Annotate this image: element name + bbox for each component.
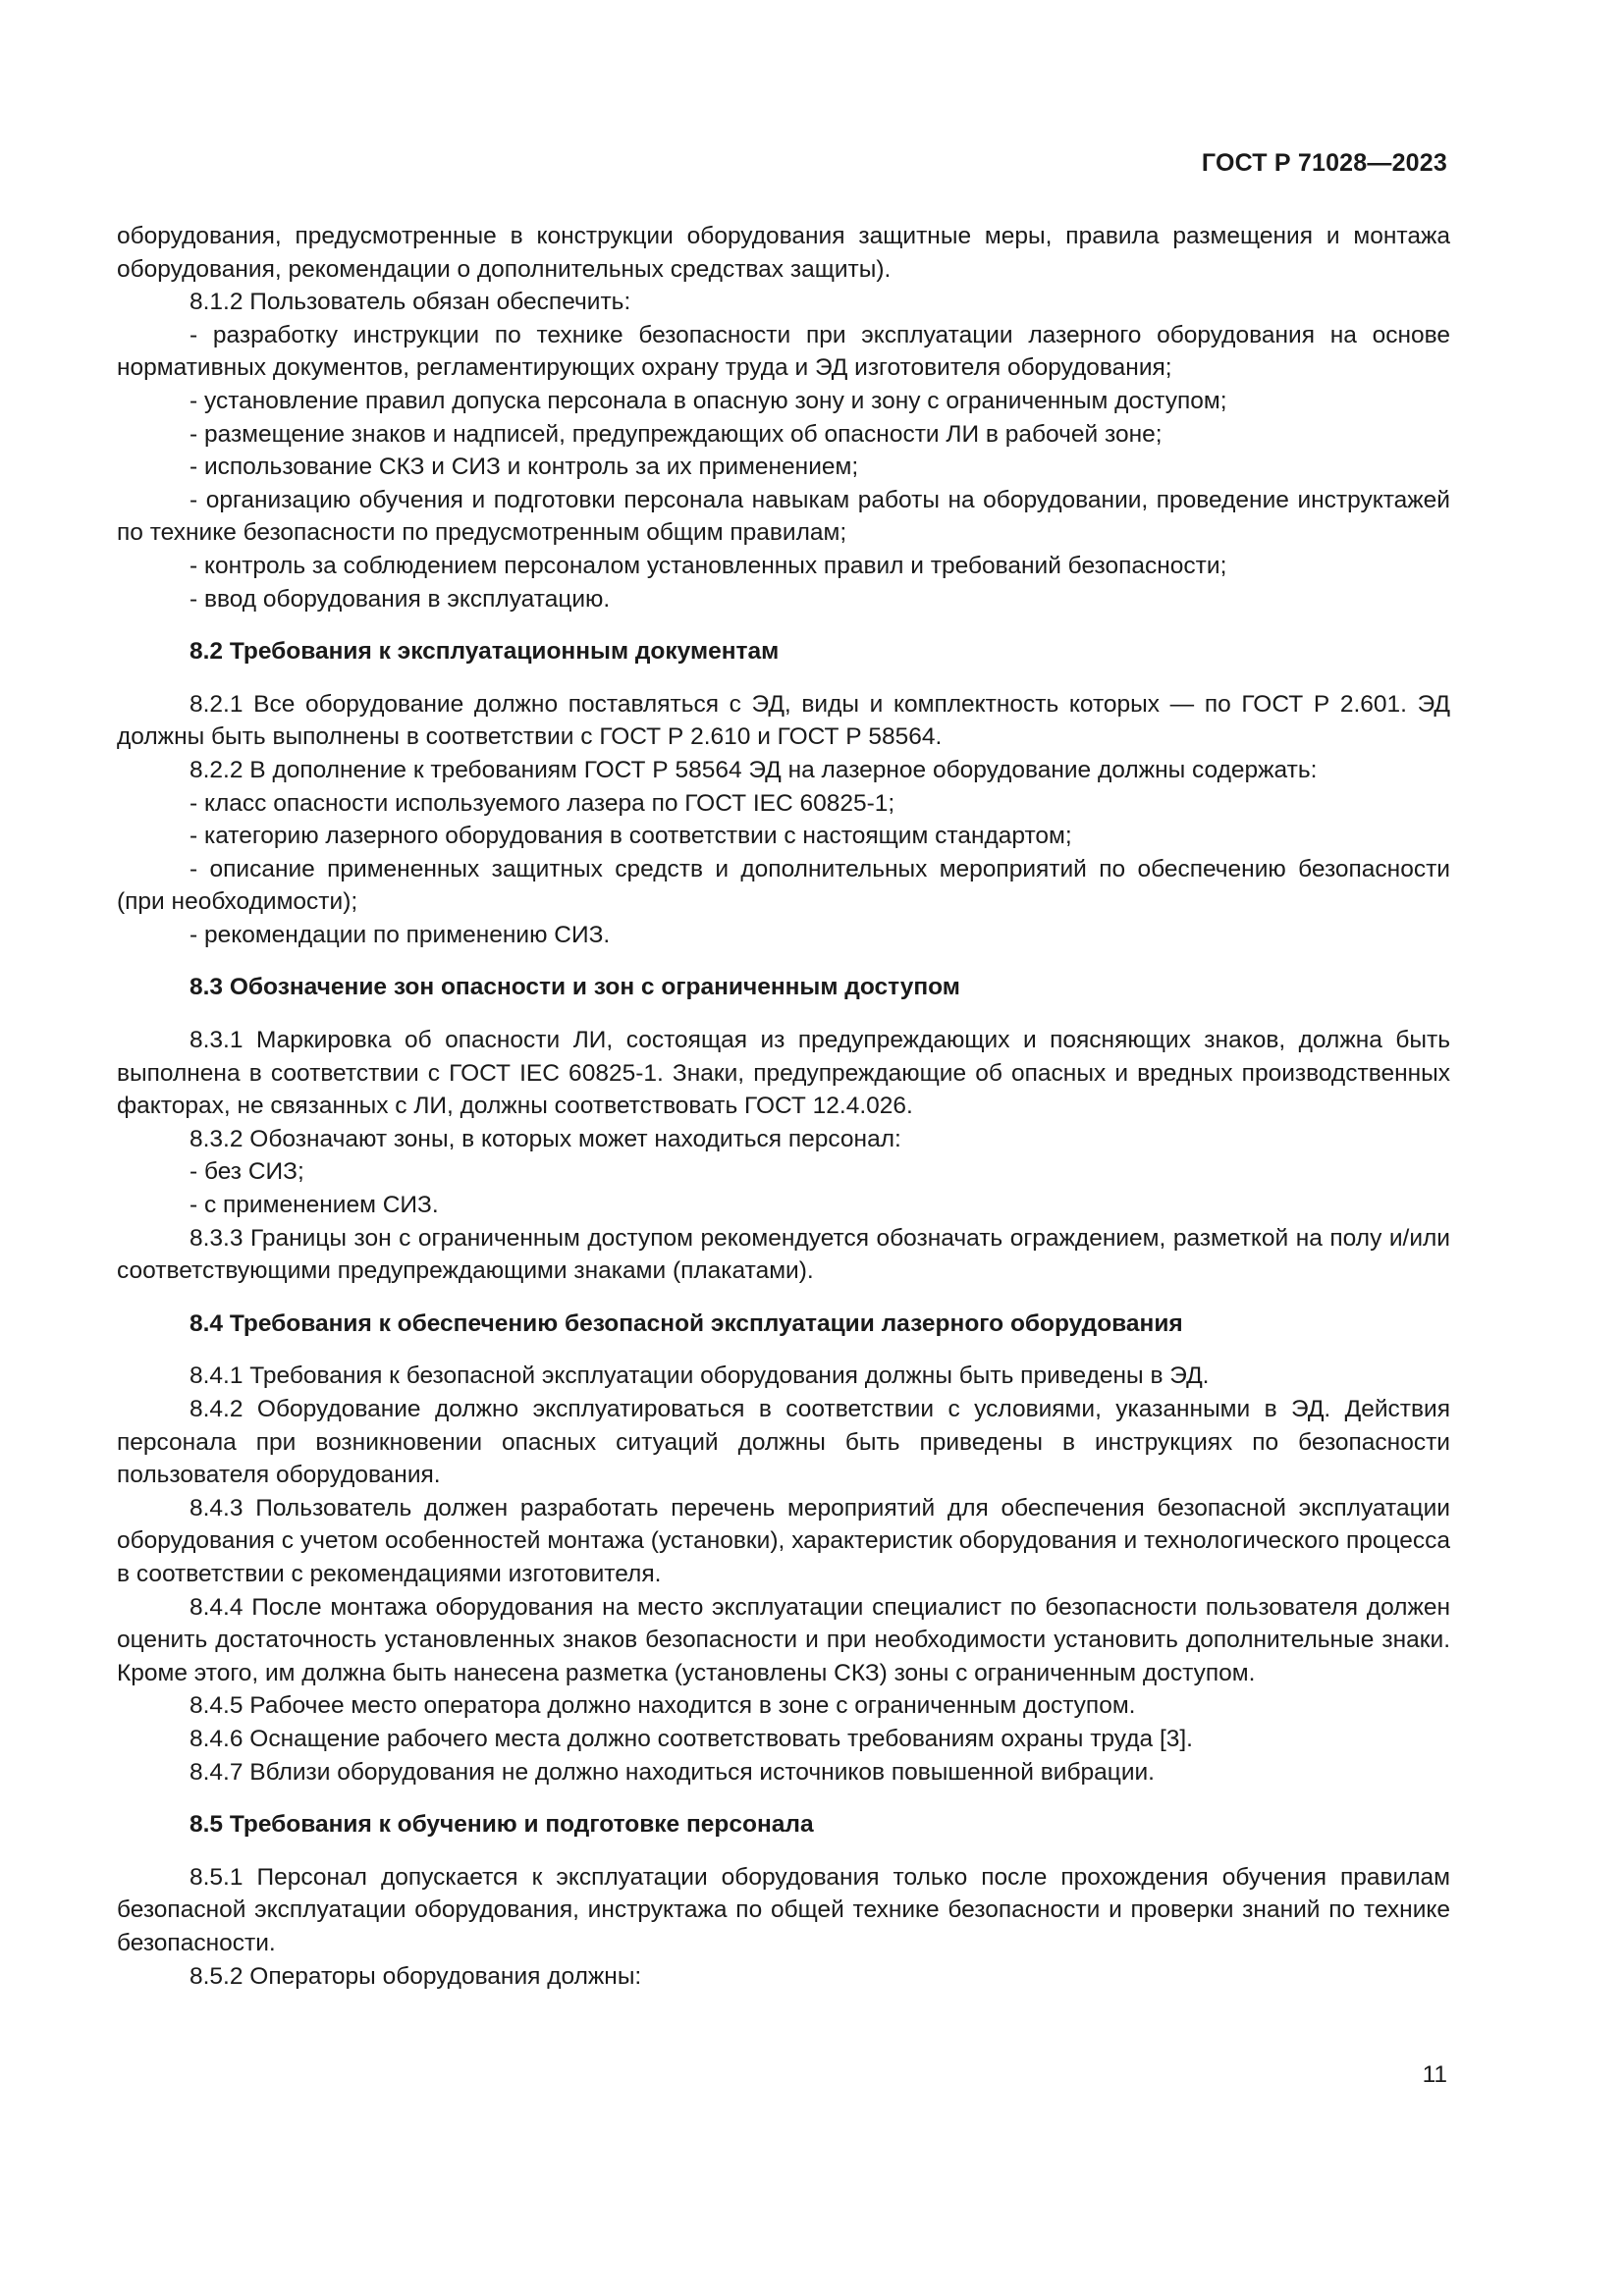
list-item: - установление правил допуска персонала в опасную зону и зону с ограниченным доступом; bbox=[189, 387, 1227, 414]
paragraph-8-5-2: 8.5.2 Операторы оборудования должны: bbox=[189, 1962, 642, 1990]
section-heading-8-5: 8.5 Требования к обучению и подготовке персонала bbox=[189, 1811, 814, 1839]
paragraph-continuation: оборудования, предусмотренные в конструкции оборудования защитные меры, правила размещения и монтажа оборудования, рекомендации о дополнительных средствах защиты). bbox=[117, 223, 1450, 283]
document-header: ГОСТ Р 71028—2023 bbox=[1201, 149, 1447, 177]
paragraph-8-3-1: 8.3.1 Маркировка об опасности ЛИ, состоящая из предупреждающих и поясняющих знаков, должна быть выполнена в соответствии с ГОСТ IEC 60825-1. Знаки, предупреждающие об опасных и вредных производственных факторах, не связанных с ЛИ, должны соответствовать ГОСТ 12.4.026. bbox=[117, 1027, 1450, 1120]
document-body bbox=[117, 220, 1450, 1993]
list-item: - использование СКЗ и СИЗ и контроль за их применением; bbox=[189, 454, 859, 481]
list-item: - контроль за соблюдением персоналом установленных правил и требований безопасности; bbox=[189, 552, 1227, 579]
paragraph-8-4-7: 8.4.7 Вблизи оборудования не должно находиться источников повышенной вибрации. bbox=[189, 1758, 1155, 1786]
paragraph-8-2-1: 8.2.1 Все оборудование должно поставляться с ЭД, виды и комплектность которых — по ГОСТ Р 2.601. ЭД должны быть выполнены в соответствии с ГОСТ Р 2.610 и ГОСТ Р 58564. bbox=[117, 690, 1450, 751]
list-item: - класс опасности используемого лазера по ГОСТ IEC 60825-1; bbox=[189, 789, 895, 817]
list-item: - размещение знаков и надписей, предупреждающих об опасности ЛИ в рабочей зоне; bbox=[189, 420, 1163, 448]
section-heading-8-3: 8.3 Обозначение зон опасности и зон с ограниченным доступом bbox=[189, 974, 960, 1001]
list-item: - категорию лазерного оборудования в соответствии с настоящим стандартом; bbox=[189, 823, 1072, 850]
section-heading-8-4: 8.4 Требования к обеспечению безопасной эксплуатации лазерного оборудования bbox=[189, 1309, 1183, 1337]
paragraph-8-4-2: 8.4.2 Оборудование должно эксплуатироваться в соответствии с условиями, указанными в ЭД. Действия персонала при возникновении опасных ситуаций должны быть приведены в инструкциях по безопасности пользователя оборудования. bbox=[117, 1396, 1450, 1489]
paragraph-8-4-6: 8.4.6 Оснащение рабочего места должно соответствовать требованиям охраны труда [3]. bbox=[189, 1725, 1193, 1752]
paragraph-8-2-2: 8.2.2 В дополнение к требованиям ГОСТ Р 58564 ЭД на лазерное оборудование должны содержать: bbox=[189, 756, 1318, 783]
paragraph-8-3-2: 8.3.2 Обозначают зоны, в которых может находиться персонал: bbox=[189, 1125, 901, 1152]
paragraph-8-4-4: 8.4.4 После монтажа оборудования на место эксплуатации специалист по безопасности пользователя должен оценить достаточность установленных знаков безопасности и при необходимости установить дополнительные знаки. Кроме этого, им должна быть нанесена разметка (установлены СКЗ) зоны с ограниченным доступом. bbox=[117, 1593, 1450, 1686]
list-item: - разработку инструкции по технике безопасности при эксплуатации лазерного оборудования на основе нормативных документов, регламентирующих охрану труда и ЭД изготовителя оборудования; bbox=[117, 321, 1450, 382]
paragraph-8-4-1: 8.4.1 Требования к безопасной эксплуатации оборудования должны быть приведены в ЭД. bbox=[189, 1362, 1210, 1390]
paragraph-8-1-2: 8.1.2 Пользователь обязан обеспечить: bbox=[189, 289, 631, 316]
paragraph-8-3-3: 8.3.3 Границы зон с ограниченным доступом рекомендуется обозначать ограждением, разметкой на полу и/или соответствующими предупреждающими знаками (плакатами). bbox=[117, 1224, 1450, 1285]
paragraph-8-4-3: 8.4.3 Пользователь должен разработать перечень мероприятий для обеспечения безопасной эксплуатации оборудования с учетом особенностей монтажа (установки), характеристик оборудования и технологического процесса в соответствии с рекомендациями изготовителя. bbox=[117, 1494, 1450, 1587]
list-item: - рекомендации по применению СИЗ. bbox=[189, 921, 611, 948]
section-heading-8-2: 8.2 Требования к эксплуатационным документам bbox=[189, 638, 780, 666]
page-number: 11 bbox=[1422, 2061, 1447, 2088]
list-item: - описание примененных защитных средств и дополнительных мероприятий по обеспечению безопасности (при необходимости); bbox=[117, 855, 1450, 916]
list-item: - ввод оборудования в эксплуатацию. bbox=[189, 585, 611, 613]
list-item: - без СИЗ; bbox=[189, 1158, 304, 1186]
paragraph-8-4-5: 8.4.5 Рабочее место оператора должно находится в зоне с ограниченным доступом. bbox=[189, 1692, 1136, 1720]
list-item: - организацию обучения и подготовки персонала навыкам работы на оборудовании, проведение инструктажей по технике безопасности по предусмотренным общим правилам; bbox=[117, 486, 1450, 547]
paragraph-8-5-1: 8.5.1 Персонал допускается к эксплуатации оборудования только после прохождения обучения правилам безопасной эксплуатации оборудования, инструктажа по общей технике безопасности и проверки знаний по технике безопасности. bbox=[117, 1863, 1450, 1956]
list-item: - с применением СИЗ. bbox=[189, 1192, 439, 1219]
